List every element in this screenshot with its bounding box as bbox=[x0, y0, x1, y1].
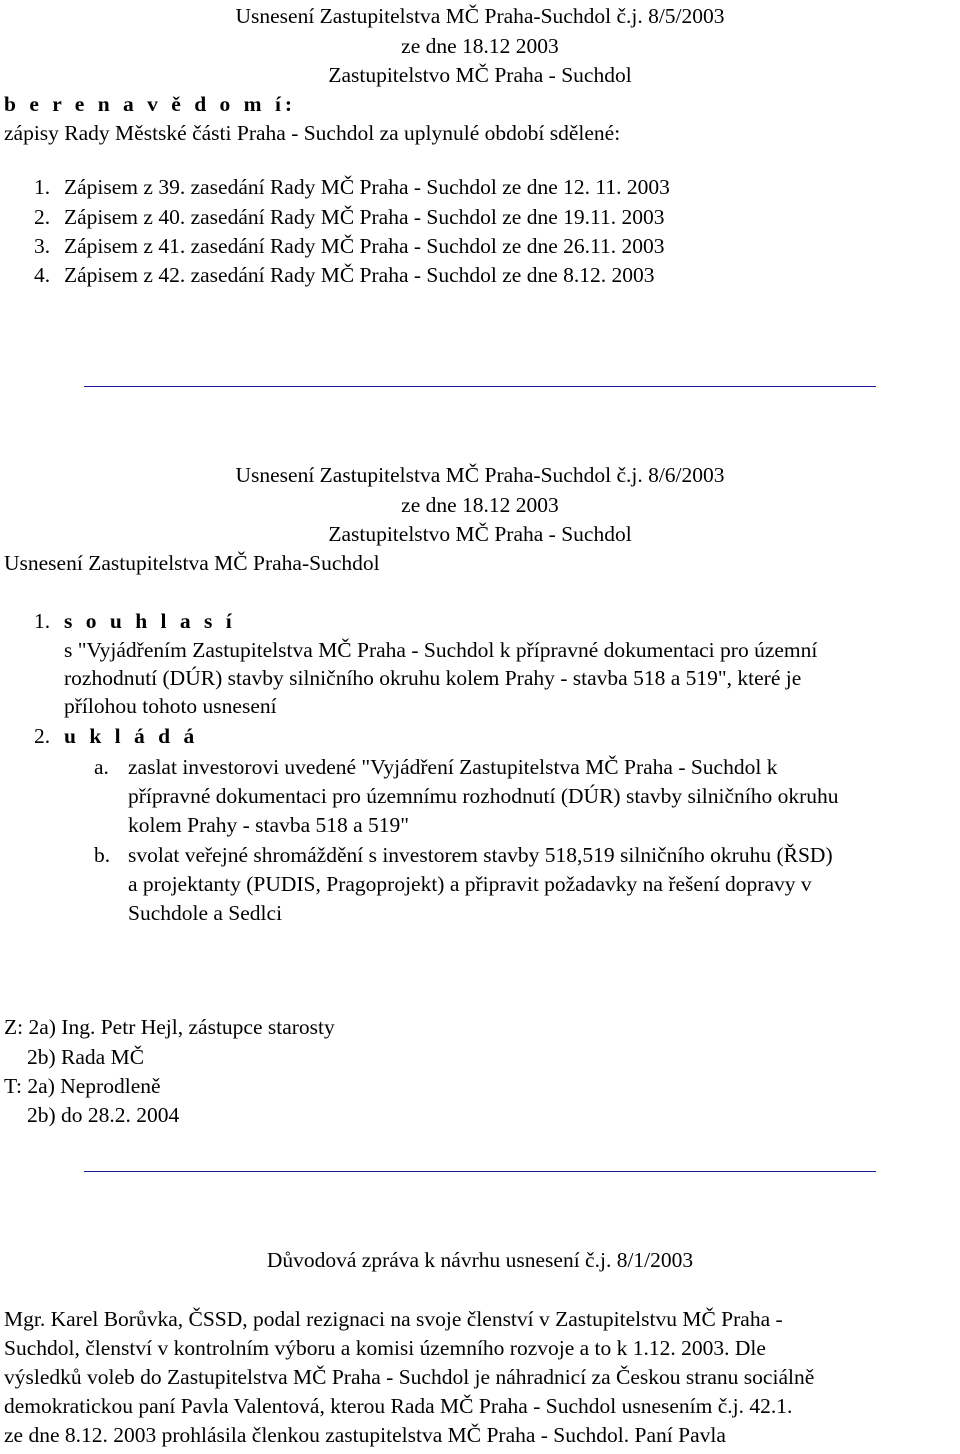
list-item-num: 3. bbox=[34, 234, 51, 258]
resolution-heading-8-6: Usnesení Zastupitelstva MČ Praha-Suchdol č.j. 8/6/2003 bbox=[235, 463, 725, 487]
explanatory-report-heading: Důvodová zpráva k návrhu usnesení č.j. 8/1/2003 bbox=[266, 1248, 694, 1272]
section-divider bbox=[84, 1171, 876, 1172]
council-name: Zastupitelstvo MČ Praha - Suchdol bbox=[328, 63, 632, 87]
list-item: Zápisem z 39. zasedání Rady MČ Praha - Suchdol ze dne 12. 11. 2003 bbox=[64, 175, 670, 199]
report-line: výsledků voleb do Zastupitelstva MČ Praha - Suchdol je náhradnicí za Českou stranu sociálně bbox=[4, 1365, 815, 1389]
resolution-date: ze dne 18.12 2003 bbox=[401, 34, 559, 58]
list-item: Zápisem z 41. zasedání Rady MČ Praha - Suchdol ze dne 26.11. 2003 bbox=[64, 234, 665, 258]
subpoint-text: svolat veřejné shromáždění s investorem stavby 518,519 silničního okruhu (ŘSD) bbox=[128, 843, 833, 867]
point-num: 1. bbox=[34, 609, 51, 633]
list-item-num: 2. bbox=[34, 205, 51, 229]
report-line: ze dne 8.12. 2003 prohlásila členkou zastupitelstva MČ Praha - Suchdol. Paní Pavla bbox=[4, 1423, 726, 1447]
subpoint-text: přípravné dokumentaci pro územnímu rozhodnutí (DÚR) stavby silničního okruhu bbox=[128, 784, 839, 808]
report-line: Suchdol, členství v kontrolním výboru a komisi územního rozvoje a to k 1.12. 2003. Dle bbox=[4, 1336, 766, 1360]
responsible-person: Z: 2a) Ing. Petr Hejl, zástupce starosty bbox=[4, 1015, 335, 1039]
section-divider bbox=[84, 386, 876, 387]
verb-takes-note: b e r e n a v ě d o m í: bbox=[4, 92, 297, 116]
report-line: demokratickou paní Pavla Valentová, kterou Rada MČ Praha - Suchdol usnesením č.j. 42.1. bbox=[4, 1394, 793, 1418]
point-num: 2. bbox=[34, 724, 51, 748]
resolution-title: Usnesení Zastupitelstva MČ Praha-Suchdol bbox=[4, 551, 380, 575]
council-name: Zastupitelstvo MČ Praha - Suchdol bbox=[328, 522, 632, 546]
list-item: Zápisem z 42. zasedání Rady MČ Praha - Suchdol ze dne 8.12. 2003 bbox=[64, 263, 655, 287]
subpoint-text: zaslat investorovi uvedené "Vyjádření Zastupitelstva MČ Praha - Suchdol k bbox=[128, 755, 778, 779]
resolution-heading-8-5: Usnesení Zastupitelstva MČ Praha-Suchdol č.j. 8/5/2003 bbox=[235, 4, 725, 28]
list-item-num: 4. bbox=[34, 263, 51, 287]
point-text: rozhodnutí (DÚR) stavby silničního okruhu kolem Prahy - stavba 518 a 519", které je bbox=[64, 666, 802, 690]
list-item-num: 1. bbox=[34, 175, 51, 199]
takes-note-intro: zápisy Rady Městské části Praha - Suchdol za uplynulé období sdělené: bbox=[4, 121, 621, 145]
deadline: T: 2a) Neprodleně bbox=[4, 1074, 161, 1098]
deadline: 2b) do 28.2. 2004 bbox=[27, 1103, 180, 1127]
responsible-person: 2b) Rada MČ bbox=[27, 1045, 145, 1069]
resolution-date: ze dne 18.12 2003 bbox=[401, 493, 559, 517]
verb-agrees: s o u h l a s í bbox=[64, 609, 236, 633]
report-line: Mgr. Karel Borůvka, ČSSD, podal rezignaci na svoje členství v Zastupitelstvu MČ Praha - bbox=[4, 1307, 783, 1331]
subpoint-text: kolem Prahy - stavba 518 a 519" bbox=[128, 813, 410, 837]
subpoint-label: b. bbox=[94, 843, 111, 867]
point-text: přílohou tohoto usnesení bbox=[64, 694, 277, 718]
verb-orders: u k l á d á bbox=[64, 724, 199, 748]
point-text: s "Vyjádřením Zastupitelstva MČ Praha - Suchdol k přípravné dokumentaci pro územní bbox=[64, 638, 818, 662]
subpoint-text: Suchdole a Sedlci bbox=[128, 901, 283, 925]
list-item: Zápisem z 40. zasedání Rady MČ Praha - Suchdol ze dne 19.11. 2003 bbox=[64, 205, 665, 229]
subpoint-text: a projektanty (PUDIS, Pragoprojekt) a připravit požadavky na řešení dopravy v bbox=[128, 872, 812, 896]
subpoint-label: a. bbox=[94, 755, 109, 779]
